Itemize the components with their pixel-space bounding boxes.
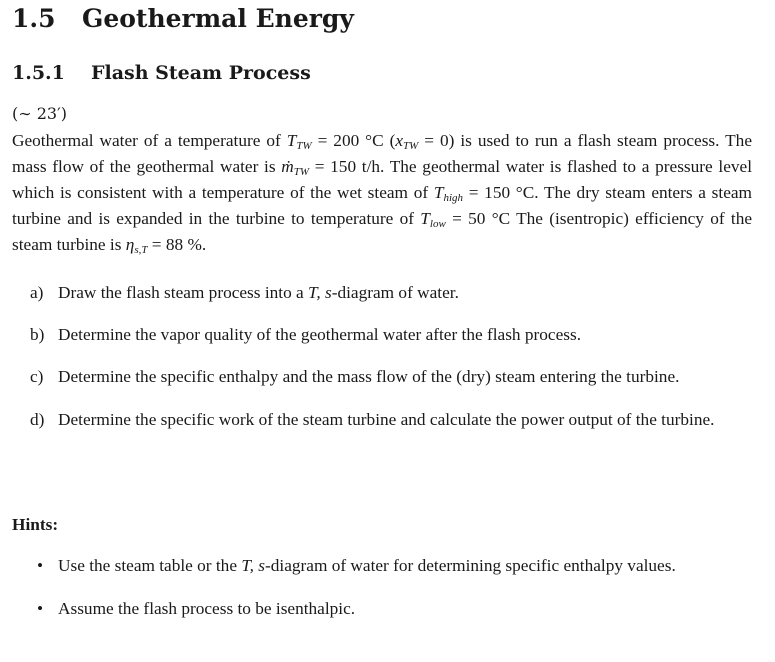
task-item-b: b) Determine the vapor quality of the geothermal water after the flash process. [12,322,752,348]
section-title: Geothermal Energy [82,4,354,33]
task-item-c: c) Determine the specific enthalpy and the mass flow of the (dry) steam entering the turbine. [12,364,752,390]
task-item-d: d) Determine the specific work of the steam turbine and calculate the power output of the turbine. [12,407,752,433]
task-item-a: a) Draw the flash steam process into a T, s-diagram of water. [12,280,752,306]
hints-heading: Hints: [12,515,59,534]
section-number: 1.5 [12,4,56,33]
task-label: a) [30,283,44,302]
problem-statement: Geothermal water of a temperature of $T_{TW} = 200$ °C $(x_{TW} = 0)$ is used to run a flash steam process. The mass flow of the geothermal water is ṁ$_{TW}$ = 150 t/h. The geothermal water is flashed to a pressure level which is consistent with a temperature of the wet steam of $T_{high} = 150$ °C. The dry steam enters a steam turbine and is expanded in the turbine to temperature of $T_{low} = 50$ °C The (isentropic) efficiency of the steam turbine is $\eta_{s,T} = 88$ %. [12,131,753,256]
task-list [12,280,752,450]
hint-item: • Assume the flash process to be isenthalpic. [12,596,752,622]
subsection-heading [12,62,311,84]
bullet-icon: • [37,556,44,575]
hints-list [12,553,752,639]
hint-item: • Use the steam table or the T, s-diagram of water for determining specific enthalpy values. [12,553,752,579]
time-estimate: (∼ 23′) [12,104,67,123]
section-heading [12,4,354,33]
task-label: b) [30,325,45,344]
task-label: c) [30,367,44,386]
bullet-icon: • [37,599,44,618]
subsection-title: Flash Steam Process [91,62,311,84]
subsection-number: 1.5.1 [12,62,65,84]
task-label: d) [30,410,45,429]
